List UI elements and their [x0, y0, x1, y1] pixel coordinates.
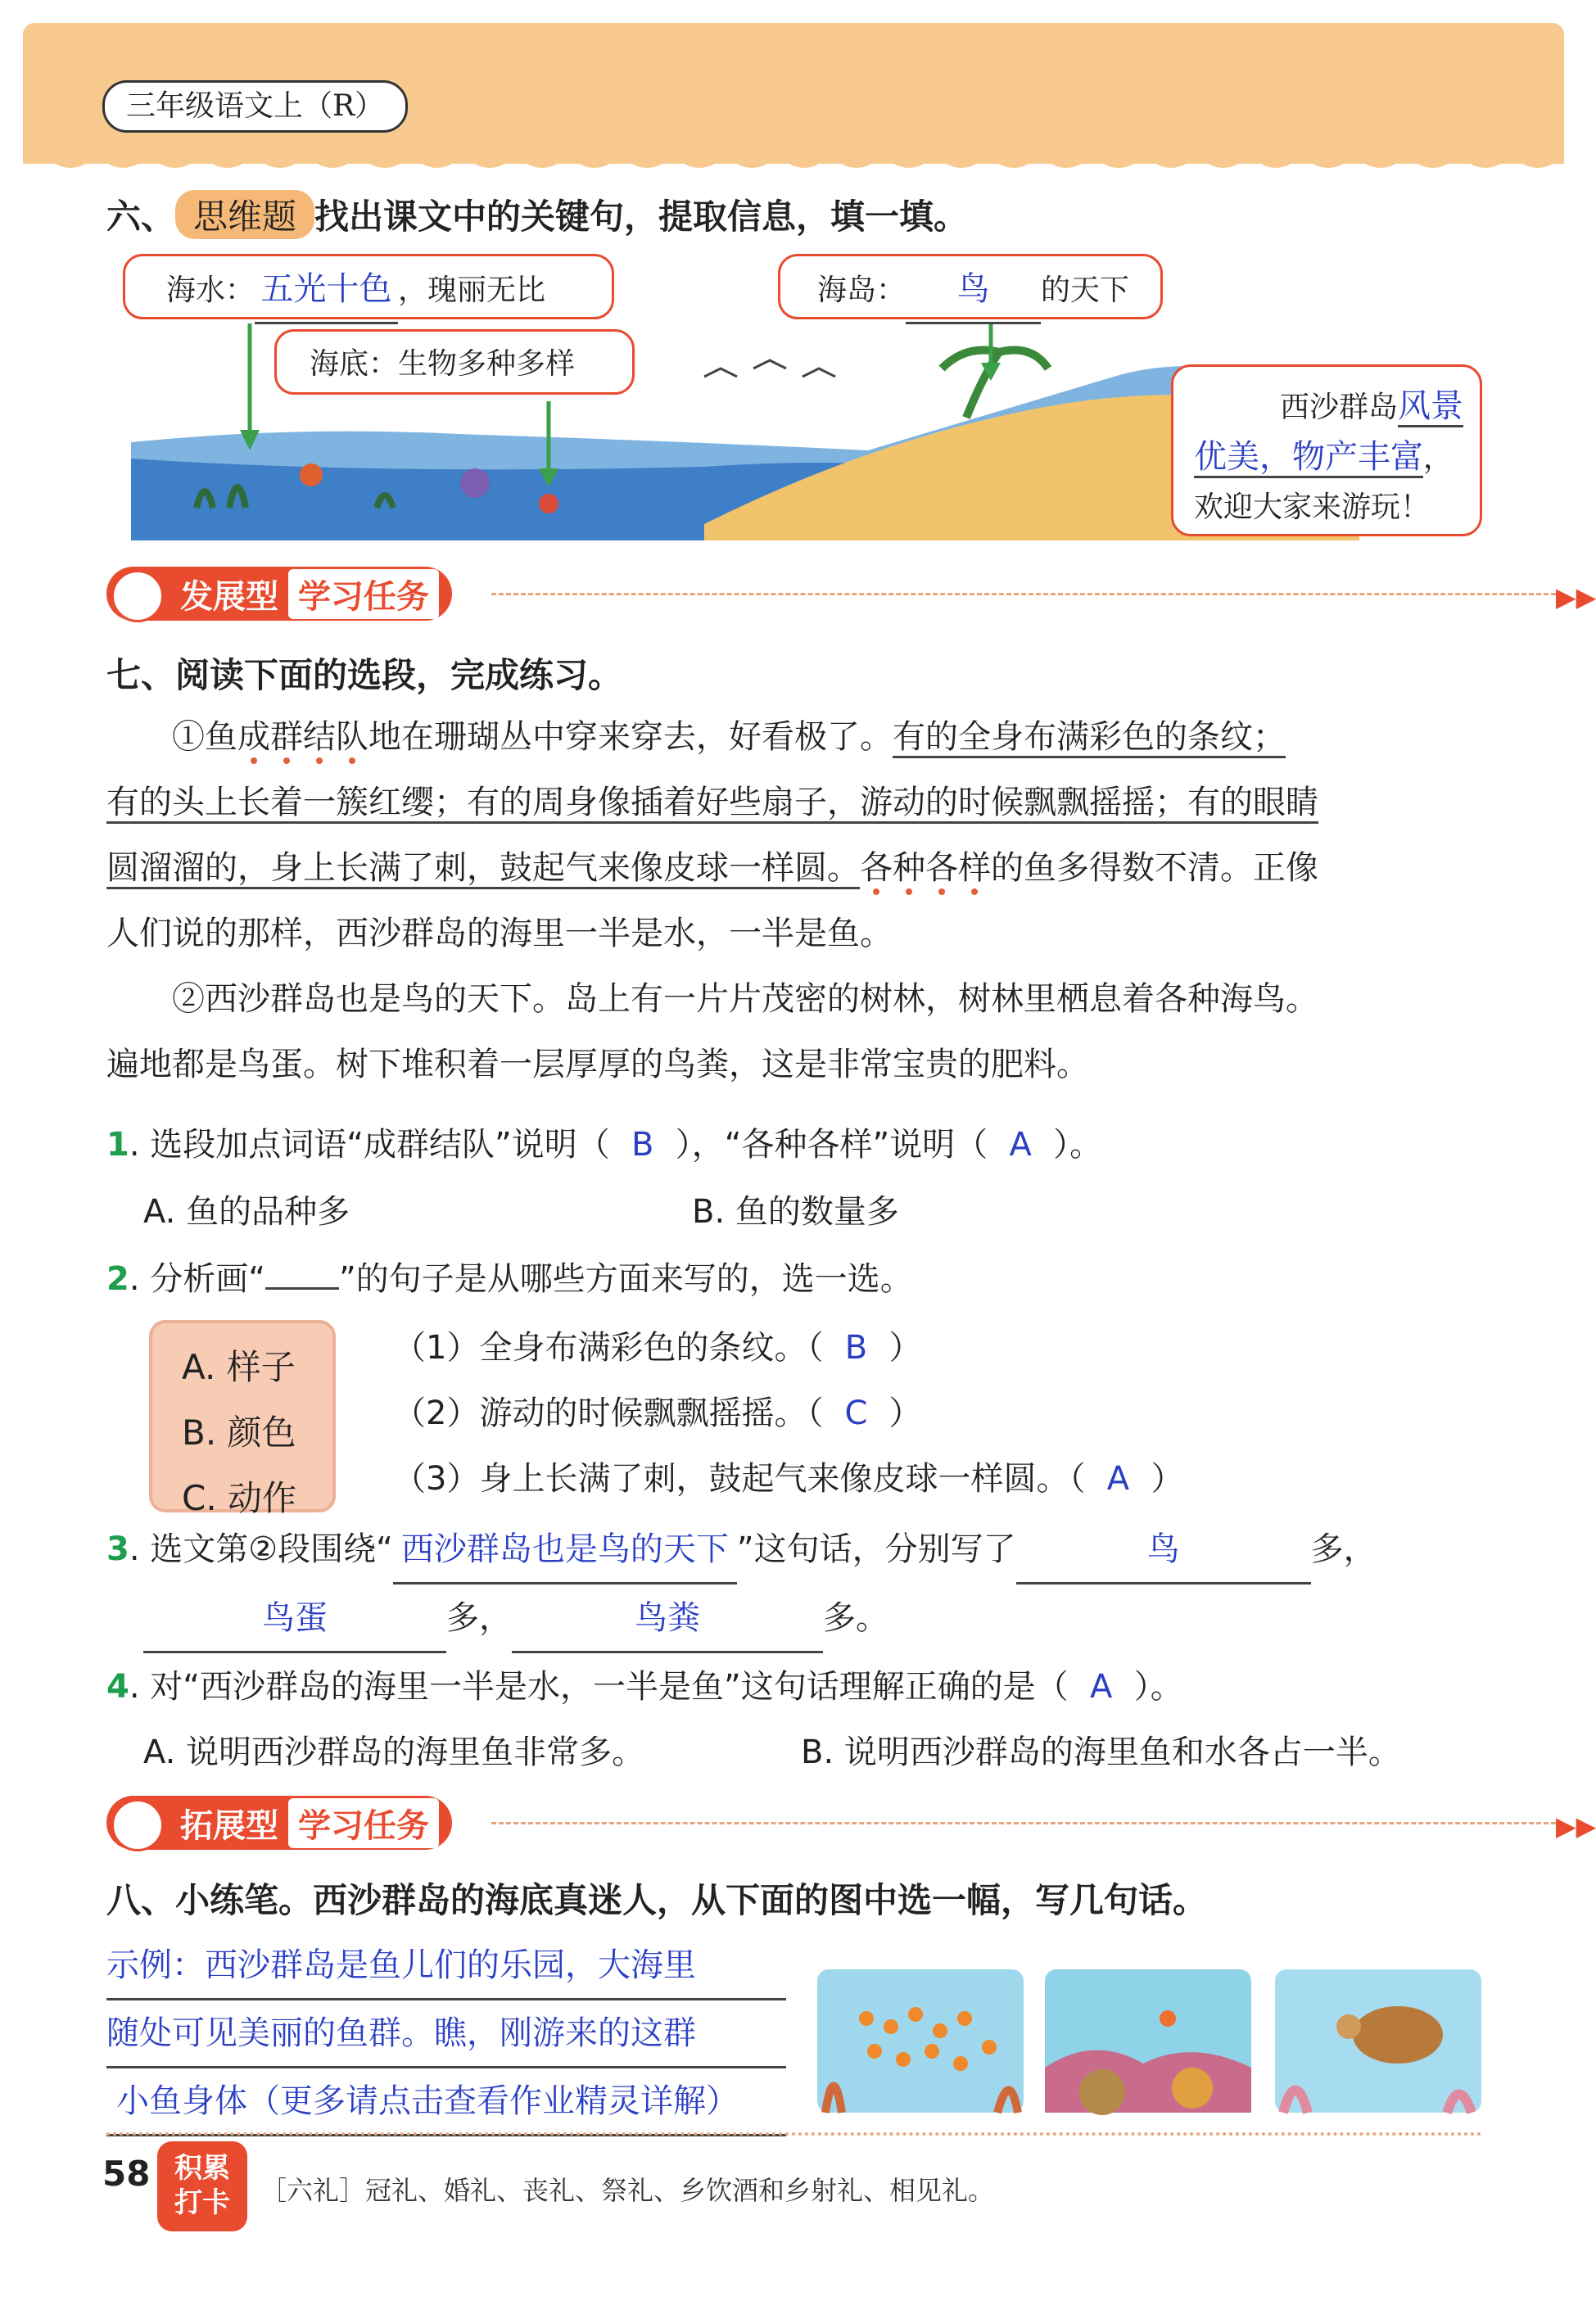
question-number: 七、 — [106, 655, 176, 695]
arrow-down-icon — [979, 323, 1003, 385]
answer-text: 鸟粪 — [512, 1585, 823, 1653]
writing-line: 示例：西沙群岛是鱼儿们的乐园，大海里 — [106, 1933, 786, 2000]
answer-text: 西沙群岛也是鸟的天下 — [393, 1517, 737, 1584]
passage-text: 地在珊瑚丛中穿来穿去，好看极了。 — [368, 718, 893, 756]
answer-text: B — [631, 1126, 654, 1164]
passage-line — [106, 770, 1499, 835]
subquestion-text: ）。 — [1053, 1126, 1103, 1164]
option-a: A. 鱼的品种多 — [143, 1193, 350, 1231]
box-suffix: ，瑰丽无比 — [398, 273, 546, 307]
passage-line: ②西沙群岛也是鸟的天下。岛上有一片片茂密的树林，树林里栖息着各种海鸟。 — [172, 980, 1318, 1018]
passage-line — [106, 835, 1499, 901]
book-label: 三年级语文上（R） — [102, 80, 408, 133]
subquestion-2 — [106, 1246, 913, 1312]
question-6-title — [106, 190, 968, 239]
subquestion-3-line2 — [143, 1585, 888, 1653]
subquestion-3 — [106, 1517, 1377, 1584]
item-text: ） — [1151, 1460, 1184, 1498]
subquestion-text: 多， — [1310, 1530, 1377, 1568]
underlined-sentence: 圆溜溜的，身上长满了刺，鼓起气来像皮球一样圆。 — [106, 849, 860, 889]
item-text: （3）身上长满了刺，鼓起气来像皮球一样圆。（ — [393, 1460, 1086, 1498]
underlined-sentence: 有的头上长着一簇红缨；有的周身像插着好些扇子，游动的时候飘飘摇摇；有的眼睛 — [106, 784, 1318, 824]
fish-school-image — [817, 1969, 1024, 2113]
sea-water-answer: 五光十色 — [255, 256, 398, 324]
island-answer: 鸟 — [906, 256, 1041, 324]
banner-pill — [106, 567, 452, 621]
question-number: 八、 — [106, 1880, 176, 1920]
box-label: 海水： — [166, 273, 255, 307]
lightbulb-icon — [111, 1799, 164, 1851]
writing-answer — [106, 1933, 786, 2136]
coral-reef-image — [1045, 1969, 1251, 2113]
item-line — [393, 1315, 1183, 1381]
dashed-line — [491, 593, 1556, 595]
reading-passage — [106, 704, 1499, 1097]
subquestion-text: ），“各种各样”说明（ — [675, 1126, 988, 1164]
xisha-answer-1: 风景 — [1398, 387, 1463, 427]
writing-line: 随处可见美丽的鱼群。瞧，刚游来的这群 — [106, 2000, 786, 2068]
option-label: C. 动作 — [182, 1478, 297, 1518]
question-8-title — [106, 1874, 1207, 1923]
subquestion-number: 1 — [106, 1126, 129, 1164]
option-label: A. 样子 — [182, 1347, 296, 1387]
subquestion-text: ”这句话，分别写了 — [736, 1530, 1016, 1568]
subquestion-number: 3 — [106, 1530, 129, 1568]
subquestion-text: . 选段加点词语“成群结队”说明（ — [129, 1126, 610, 1164]
item-text: ） — [888, 1329, 922, 1367]
box-text: ， — [1423, 441, 1454, 475]
footer-divider — [106, 2132, 1482, 2136]
thinking-tag: 思维题 — [175, 190, 314, 239]
seabed-box: 海底：生物多种多样 — [274, 329, 635, 395]
banner-text: 学习任务 — [288, 1798, 439, 1848]
xisha-box — [1171, 364, 1482, 536]
banner-text: 发展型 — [180, 577, 278, 616]
answer-text: A — [1090, 1668, 1113, 1706]
box-text: 欢迎大家来游玩！ — [1194, 490, 1431, 524]
badge-text: 积累 — [174, 2152, 230, 2185]
subquestion-text: . 选文第②段围绕“ — [129, 1530, 393, 1568]
subquestion-text: ”的句子是从哪些方面来写的，选一选。 — [339, 1260, 913, 1298]
banner-pill — [106, 1796, 452, 1850]
dotted-phrase: 各种各样 — [860, 849, 991, 887]
underlined-sentence: 有的全身布满彩色的条纹； — [893, 718, 1286, 758]
passage-text: 的鱼多得数不清。正像 — [991, 849, 1318, 887]
answer-text: A — [1106, 1460, 1130, 1498]
subquestion-2-items — [393, 1315, 1183, 1512]
answer-text: 鸟蛋 — [143, 1585, 446, 1653]
arrow-down-icon — [536, 401, 561, 491]
xisha-answer-2: 优美，物产丰富 — [1194, 438, 1423, 478]
subquestion-text: . 对“西沙群岛的海里一半是水，一半是鱼”这句话理解正确的是（ — [129, 1668, 1069, 1706]
checkin-badge — [157, 2141, 247, 2231]
sea-water-box — [123, 254, 614, 319]
subquestion-text: . 分析画“ — [129, 1260, 265, 1298]
development-task-banner — [106, 567, 1596, 624]
item-text: （2）游动的时候飘飘摇摇。（ — [393, 1395, 824, 1432]
banner-text: 学习任务 — [288, 569, 439, 619]
item-line — [393, 1381, 1183, 1446]
passage-text: ①鱼 — [172, 718, 237, 756]
subquestion-1 — [106, 1112, 1102, 1178]
item-text: ） — [888, 1395, 922, 1432]
badge-text: 打卡 — [174, 2186, 230, 2219]
passage-line: 人们说的那样，西沙群岛的海里一半是水，一半是鱼。 — [106, 915, 893, 952]
dashed-line — [491, 1822, 1556, 1824]
options-box — [149, 1320, 336, 1518]
question-text: 找出课文中的关键句，提取信息，填一填。 — [314, 197, 969, 237]
dotted-phrase: 成群结队 — [237, 718, 368, 756]
subquestion-4 — [106, 1654, 1183, 1720]
subquestion-number: 2 — [106, 1260, 129, 1298]
sea-turtle-image — [1275, 1969, 1481, 2113]
question-7-title — [106, 649, 622, 698]
subquestion-text: ）。 — [1133, 1668, 1183, 1706]
question-number: 六、 — [106, 197, 176, 237]
answer-text: B — [844, 1329, 868, 1367]
question-text: 阅读下面的选段，完成练习。 — [175, 655, 623, 695]
underline-sample — [265, 1259, 339, 1290]
footer-note: ［六礼］冠礼、婚礼、丧礼、祭礼、乡饮酒和乡射礼、相见礼。 — [260, 2175, 995, 2206]
option-b: B. 说明西沙群岛的海里鱼和水各占一半。 — [801, 1734, 1401, 1771]
answer-text: 鸟 — [1016, 1517, 1311, 1584]
banner-text: 拓展型 — [180, 1806, 278, 1845]
island-box — [778, 254, 1163, 319]
header-wave-decoration — [23, 131, 1564, 180]
box-label: 海岛： — [817, 273, 907, 307]
item-line — [393, 1446, 1183, 1512]
option-b: B. 鱼的数量多 — [692, 1193, 899, 1231]
answer-text: A — [1009, 1126, 1032, 1164]
page-number: 58 — [102, 2154, 151, 2194]
question-text: 小练笔。西沙群岛的海底真迷人，从下面的图中选一幅，写几句话。 — [175, 1880, 1208, 1920]
lightbulb-icon — [111, 570, 164, 622]
answer-text: C — [844, 1395, 868, 1432]
writing-line: 小鱼身体（更多请点击查看作业精灵详解） — [106, 2068, 786, 2136]
double-arrow-icon: ▶▶ — [1556, 581, 1596, 613]
subquestion-text: 多， — [446, 1599, 512, 1637]
box-text: 西沙群岛 — [1279, 391, 1398, 424]
option-a: A. 说明西沙群岛的海里鱼非常多。 — [143, 1734, 645, 1771]
box-suffix: 的天下 — [1041, 273, 1130, 307]
passage-line — [106, 704, 1499, 770]
item-text: （1）全身布满彩色的条纹。（ — [393, 1329, 824, 1367]
subquestion-number: 4 — [106, 1668, 129, 1706]
arrow-down-icon — [237, 323, 262, 454]
passage-line: 遍地都是鸟蛋。树下堆积着一层厚厚的鸟粪，这是非常宝贵的肥料。 — [106, 1046, 1089, 1083]
extension-task-banner — [106, 1796, 1596, 1853]
subquestion-text: 多。 — [823, 1599, 888, 1637]
double-arrow-icon: ▶▶ — [1556, 1811, 1596, 1842]
option-label: B. 颜色 — [182, 1413, 296, 1453]
